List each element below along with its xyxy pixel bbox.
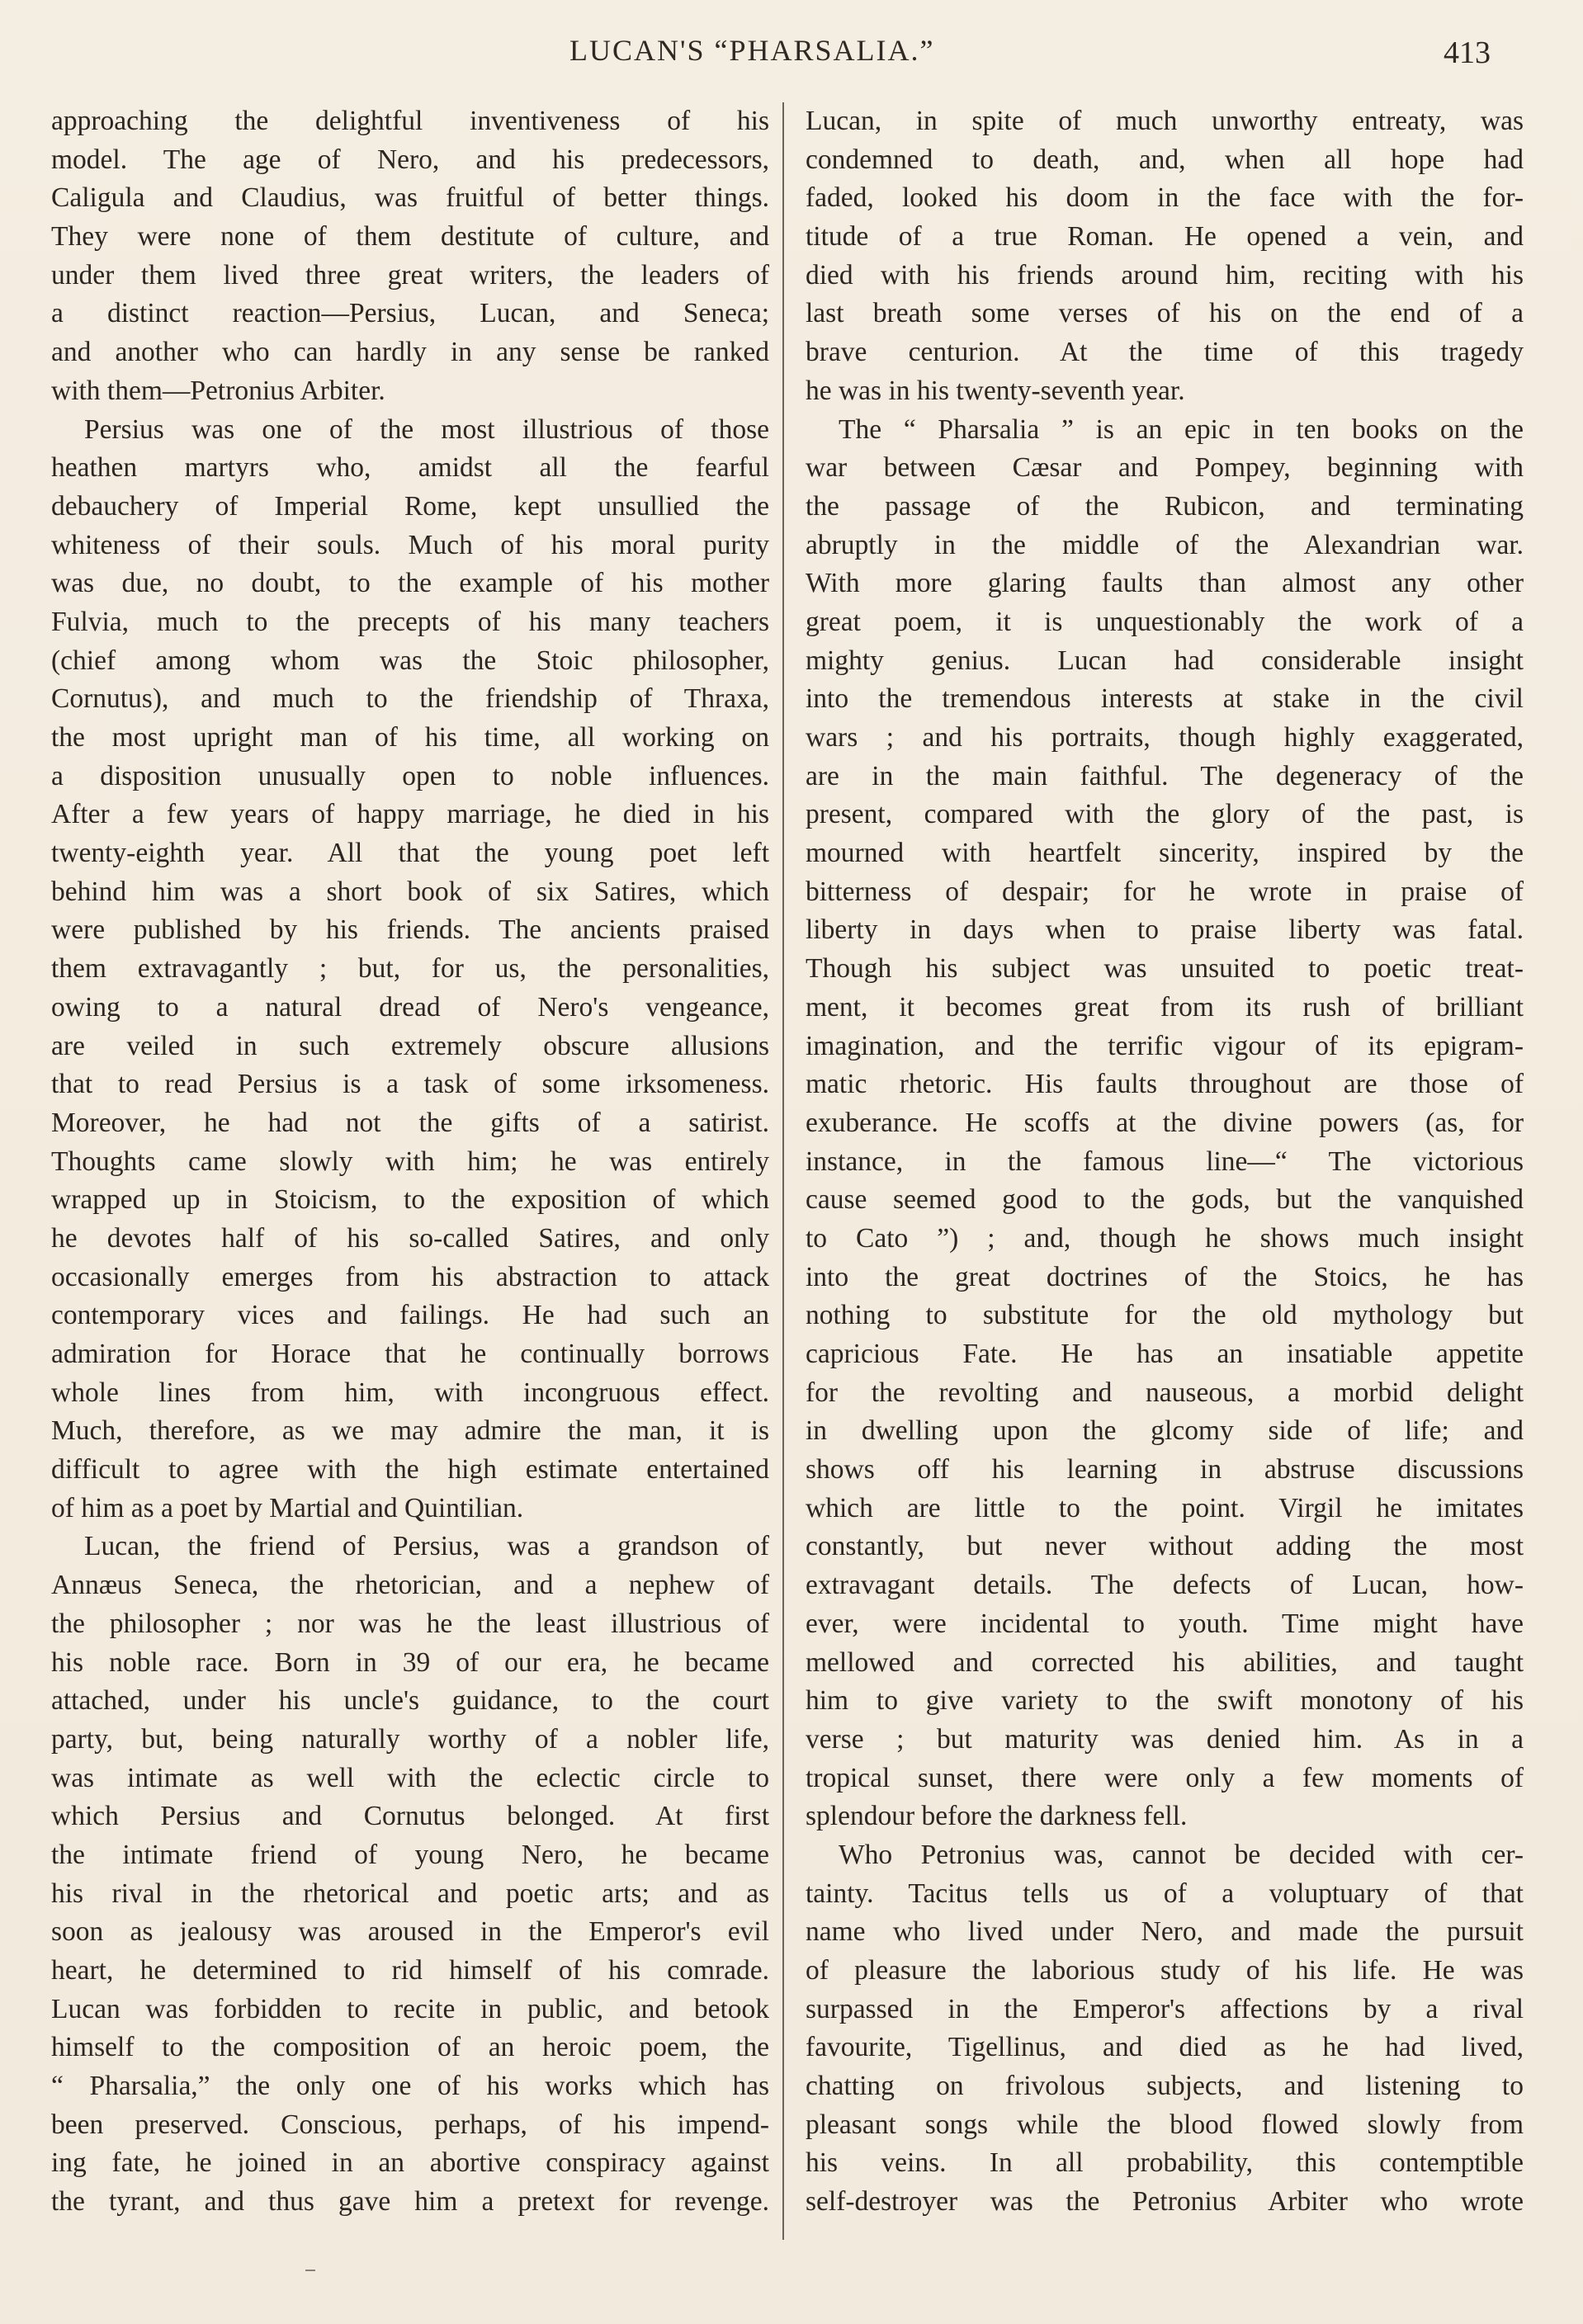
text-line: the tyrant, and thus gave him a pretext for revenge. <box>51 2186 769 2218</box>
text-line: nothing to substitute for the old mythology but <box>806 1300 1524 1331</box>
text-line: attached, under his uncle's guidance, to the court <box>51 1685 769 1717</box>
text-line: was intimate as well with the eclectic circle to <box>51 1762 769 1793</box>
text-line: the intimate friend of young Nero, he became <box>51 1839 769 1870</box>
left-column <box>51 102 769 2248</box>
text-line: cause seemed good to the gods, but the vanquished <box>806 1184 1524 1216</box>
text-line: brave centurion. At the time of this tragedy <box>806 337 1524 368</box>
text-line: which are little to the point. Virgil he imitates <box>806 1492 1524 1523</box>
text-line: bitterness of despair; for he wrote in praise of <box>806 876 1524 907</box>
text-line: Lucan, in spite of much unworthy entreaty, was <box>806 106 1524 136</box>
text-line: party, but, being naturally worthy of a nobler life, <box>51 1723 769 1755</box>
text-line: imagination, and the terrific vigour of its epigram- <box>806 1030 1524 1061</box>
text-line: his noble race. Born in 39 of our era, he became <box>51 1646 769 1678</box>
text-line: Persius was one of the most illustrious of those <box>84 413 769 445</box>
text-line: a disposition unusually open to noble influences. <box>51 760 769 791</box>
text-line: been preserved. Conscious, perhaps, of his impend- <box>51 2109 769 2140</box>
text-line: Annæus Seneca, the rhetorician, and a nephew of <box>51 1570 769 1601</box>
text-line: his veins. In all probability, this contemptible <box>806 2147 1524 2179</box>
text-line: shows off his learning in abstruse discussions <box>806 1454 1524 1486</box>
text-line: him to give variety to the swift monotony of his <box>806 1685 1524 1717</box>
text-line: them extravagantly ; but, for us, the personalities, <box>51 953 769 985</box>
text-line: model. The age of Nero, and his predecessors, <box>51 144 769 175</box>
text-line: with them—Petronius Arbiter. <box>51 375 385 406</box>
text-line: which Persius and Cornutus belonged. At first <box>51 1801 769 1832</box>
text-line: his rival in the rhetorical and poetic arts; and as <box>51 1878 769 1909</box>
text-line: Who Petronius was, cannot be decided with cer- <box>839 1839 1524 1870</box>
text-line: are veiled in such extremely obscure allusions <box>51 1030 769 1061</box>
text-line: ever, were incidental to youth. Time might have <box>806 1608 1524 1639</box>
text-line: admiration for Horace that he continually borrows <box>51 1339 769 1369</box>
text-line: contemporary vices and failings. He had such an <box>51 1300 769 1331</box>
text-line: debauchery of Imperial Rome, kept unsullied the <box>51 490 769 522</box>
text-line: whole lines from him, with incongruous effect. <box>51 1377 769 1408</box>
text-line: are in the main faithful. The degeneracy of the <box>806 760 1524 791</box>
right-column <box>806 102 1524 2248</box>
text-line: of pleasure the laborious study of his life. He was <box>806 1955 1524 1986</box>
text-line: last breath some verses of his on the end of a <box>806 298 1524 329</box>
text-line: himself to the composition of an heroic poem, the <box>51 2032 769 2063</box>
text-line: (chief among whom was the Stoic philosopher, <box>51 645 769 676</box>
text-line: Fulvia, much to the precepts of his many teachers <box>51 606 769 637</box>
text-line: the philosopher ; nor was he the least illustrious of <box>51 1608 769 1639</box>
text-line: difficult to agree with the high estimate entertained <box>51 1454 769 1486</box>
page-number: 413 <box>1444 35 1491 70</box>
text-line: With more glaring faults than almost any other <box>806 568 1524 599</box>
text-line: heart, he determined to rid himself of his comrade. <box>51 1955 769 1986</box>
text-line: name who lived under Nero, and made the pursuit <box>806 1916 1524 1948</box>
text-line: that to read Persius is a task of some irksomeness. <box>51 1069 769 1100</box>
text-line: Lucan, the friend of Persius, was a grandson of <box>84 1531 769 1562</box>
text-line: heathen martyrs who, amidst all the fearful <box>51 452 769 484</box>
text-line: Though his subject was unsuited to poetic treat- <box>806 953 1524 985</box>
text-line: verse ; but maturity was denied him. As in a <box>806 1723 1524 1755</box>
text-line: Cornutus), and much to the friendship of Thraxa, <box>51 683 769 715</box>
column-divider <box>782 102 784 2240</box>
text-line: After a few years of happy marriage, he died in his <box>51 799 769 830</box>
text-line: was due, no doubt, to the example of his mother <box>51 568 769 599</box>
text-line: Moreover, he had not the gifts of a satirist. <box>51 1107 769 1138</box>
text-line: “ Pharsalia,” the only one of his works which has <box>51 2071 769 2102</box>
text-line: mourned with heartfelt sincerity, inspired by the <box>806 838 1524 869</box>
text-line: twenty-eighth year. All that the young poet left <box>51 838 769 869</box>
text-line: extravagant details. The defects of Lucan, how- <box>806 1570 1524 1601</box>
text-line: instance, in the famous line—“ The victorious <box>806 1145 1524 1177</box>
text-line: matic rhetoric. His faults throughout are those of <box>806 1069 1524 1100</box>
text-line: under them lived three great writers, the leaders of <box>51 259 769 290</box>
text-line: war between Cæsar and Pompey, beginning with <box>806 452 1524 484</box>
text-line: surpassed in the Emperor's affections by a rival <box>806 1993 1524 2024</box>
text-line: great poem, it is unquestionably the work of a <box>806 606 1524 637</box>
text-line: present, compared with the glory of the past, is <box>806 799 1524 830</box>
text-line: to Cato ”) ; and, though he shows much insight <box>806 1222 1524 1254</box>
text-line: chatting on frivolous subjects, and listening to <box>806 2071 1524 2102</box>
text-line: Lucan was forbidden to recite in public, and betook <box>51 1993 769 2024</box>
text-line: of him as a poet by Martial and Quintilian. <box>51 1492 524 1523</box>
text-line: occasionally emerges from his abstraction to attack <box>51 1261 769 1292</box>
text-line: the most upright man of his time, all working on <box>51 722 769 753</box>
text-line: Thoughts came slowly with him; he was entirely <box>51 1145 769 1177</box>
text-line: abruptly in the middle of the Alexandrian war. <box>806 529 1524 560</box>
running-title: LUCAN'S “PHARSALIA.” <box>569 34 935 67</box>
text-line: died with his friends around him, reciting with his <box>806 259 1524 290</box>
text-line: They were none of them destitute of culture, and <box>51 221 769 253</box>
text-line: ing fate, he joined in an abortive conspiracy against <box>51 2147 769 2179</box>
text-line: approaching the delightful inventiveness of his <box>51 106 769 136</box>
text-line: were published by his friends. The ancients praised <box>51 914 769 946</box>
text-line: capricious Fate. He has an insatiable appetite <box>806 1339 1524 1369</box>
text-line: soon as jealousy was aroused in the Emperor's evil <box>51 1916 769 1948</box>
text-line: he devotes half of his so-called Satires, and only <box>51 1222 769 1254</box>
text-line: into the tremendous interests at stake in the civil <box>806 683 1524 715</box>
text-line: he was in his twenty-seventh year. <box>806 375 1185 406</box>
text-line: The “ Pharsalia ” is an epic in ten books on the <box>839 413 1524 445</box>
text-line: constantly, but never without adding the most <box>806 1531 1524 1562</box>
text-line: faded, looked his doom in the face with the for- <box>806 182 1524 214</box>
text-line: splendour before the darkness fell. <box>806 1801 1188 1832</box>
text-line: pleasant songs while the blood flowed slowly from <box>806 2109 1524 2140</box>
text-line: and another who can hardly in any sense be ranked <box>51 337 769 368</box>
text-line: in dwelling upon the glcomy side of life; and <box>806 1415 1524 1447</box>
text-line: owing to a natural dread of Nero's vengeance, <box>51 991 769 1023</box>
text-line: a distinct reaction—Persius, Lucan, and Seneca; <box>51 298 769 329</box>
text-line: tropical sunset, there were only a few moments of <box>806 1762 1524 1793</box>
text-line: self-destroyer was the Petronius Arbiter who wrote <box>806 2186 1524 2218</box>
text-line: Caligula and Claudius, was fruitful of better things. <box>51 182 769 214</box>
text-line: titude of a true Roman. He opened a vein, and <box>806 221 1524 253</box>
text-line: for the revolting and nauseous, a morbid delight <box>806 1377 1524 1408</box>
page-mark <box>305 2270 315 2271</box>
text-line: mighty genius. Lucan had considerable insight <box>806 645 1524 676</box>
text-line: whiteness of their souls. Much of his moral purity <box>51 529 769 560</box>
text-line: wrapped up in Stoicism, to the exposition of which <box>51 1184 769 1216</box>
text-line: Much, therefore, as we may admire the man, it is <box>51 1415 769 1447</box>
text-line: favourite, Tigellinus, and died as he had lived, <box>806 2032 1524 2063</box>
text-line: exuberance. He scoffs at the divine powers (as, for <box>806 1107 1524 1138</box>
text-line: liberty in days when to praise liberty was fatal. <box>806 914 1524 946</box>
text-line: tainty. Tacitus tells us of a voluptuary of that <box>806 1878 1524 1909</box>
text-line: ment, it becomes great from its rush of brilliant <box>806 991 1524 1023</box>
text-line: the passage of the Rubicon, and terminating <box>806 490 1524 522</box>
text-line: behind him was a short book of six Satires, which <box>51 876 769 907</box>
text-line: into the great doctrines of the Stoics, he has <box>806 1261 1524 1292</box>
text-line: mellowed and corrected his abilities, and taught <box>806 1646 1524 1678</box>
text-line: wars ; and his portraits, though highly exaggerated, <box>806 722 1524 753</box>
text-line: condemned to death, and, when all hope had <box>806 144 1524 175</box>
